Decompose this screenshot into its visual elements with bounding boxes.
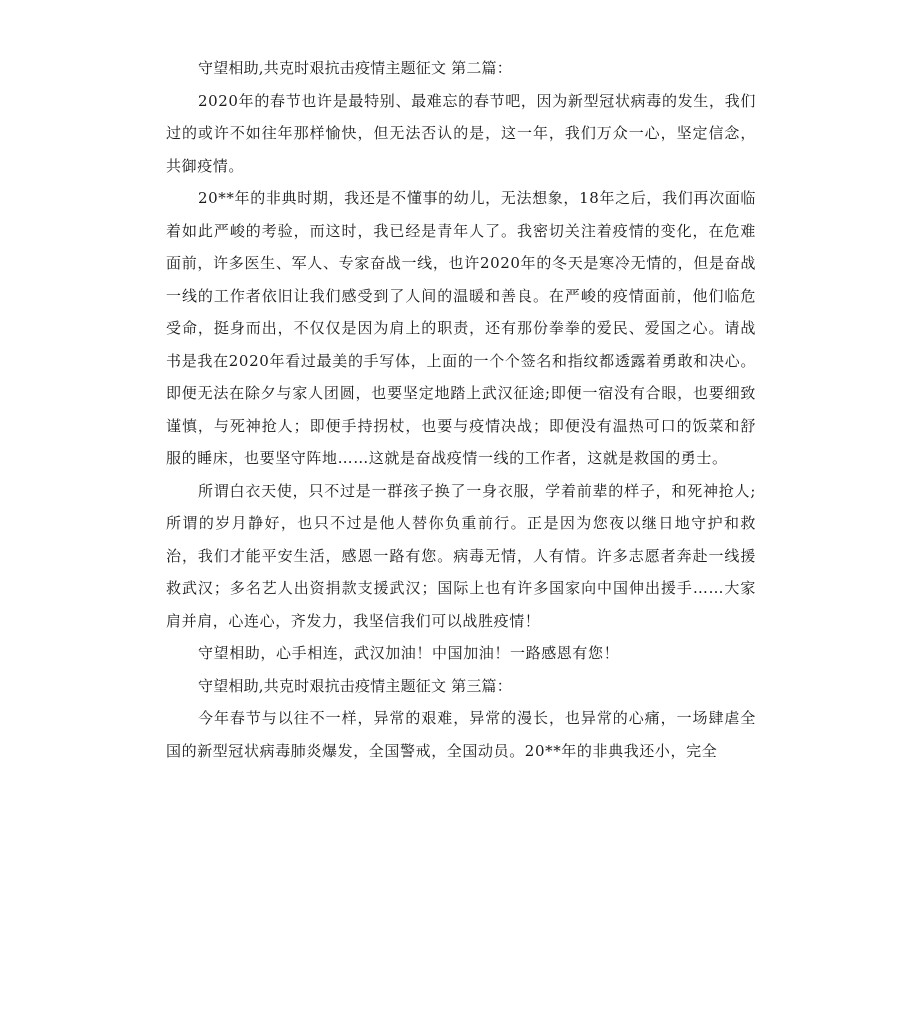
- paragraph: 今年春节与以往不一样，异常的艰难，异常的漫长，也异常的心痛，一场肆虐全国的新型冠状病毒肺炎爆发，全国警戒，全国动员。20**年的非典我还小，完全: [166, 709, 756, 760]
- document-body: [166, 52, 756, 767]
- section-heading-3: 守望相助,共克时艰抗击疫情主题征文 第三篇：: [198, 676, 512, 695]
- section-heading-2: 守望相助,共克时艰抗击疫情主题征文 第二篇：: [198, 59, 512, 77]
- paragraph: 守望相助，心手相连，武汉加油！中国加油！一路感恩有您！: [198, 644, 620, 662]
- paragraph: 2020年的春节也许是最特别、最难忘的春节吧，因为新型冠状病毒的发生，我们过的或许不如往年那样愉快，但无法否认的是，这一年，我们万众一心，坚定信念，共御疫情。: [166, 91, 756, 175]
- paragraph: 20**年的非典时期，我还是不懂事的幼儿，无法想象，18年之后，我们再次面临着如此严峻的考验，而这时，我已经是青年人了。我密切关注着疫情的变化，在危难面前，许多医生、军人、专家奋战一线，也许2020年的冬天是寒冷无情的，但是奋战一线的工作者依旧让我们感受到了人间的温暖和善良。在严峻的疫情面前，他们临危受命，挺身而出，不仅仅是因为肩上的职责，还有那份拳拳的爱民、爱国之心。请战书是我在2020年看过最美的手写体，上面的一个个签名和指纹都透露着勇敢和决心。即便无法在除夕与家人团圆，也要坚定地踏上武汉征途;即便一宿没有合眼，也要细致谨慎，与死神抢人；即便手持拐杖，也要与疫情决战；即便没有温热可口的饭菜和舒服的睡床，也要坚守阵地……这就是奋战疫情一线的工作者，这就是救国的勇士。: [166, 189, 756, 467]
- paragraph: 所谓白衣天使，只不过是一群孩子换了一身衣服，学着前辈的样子，和死神抢人;所谓的岁月静好，也只不过是他人替你负重前行。正是因为您夜以继日地守护和救治，我们才能平安生活，感恩一路有您。病毒无情，人有情。许多志愿者奔赴一线援救武汉；多名艺人出资捐款支援武汉；国际上也有许多国家向中国伸出援手……大家肩并肩，心连心，齐发力，我坚信我们可以战胜疫情！: [166, 481, 756, 630]
